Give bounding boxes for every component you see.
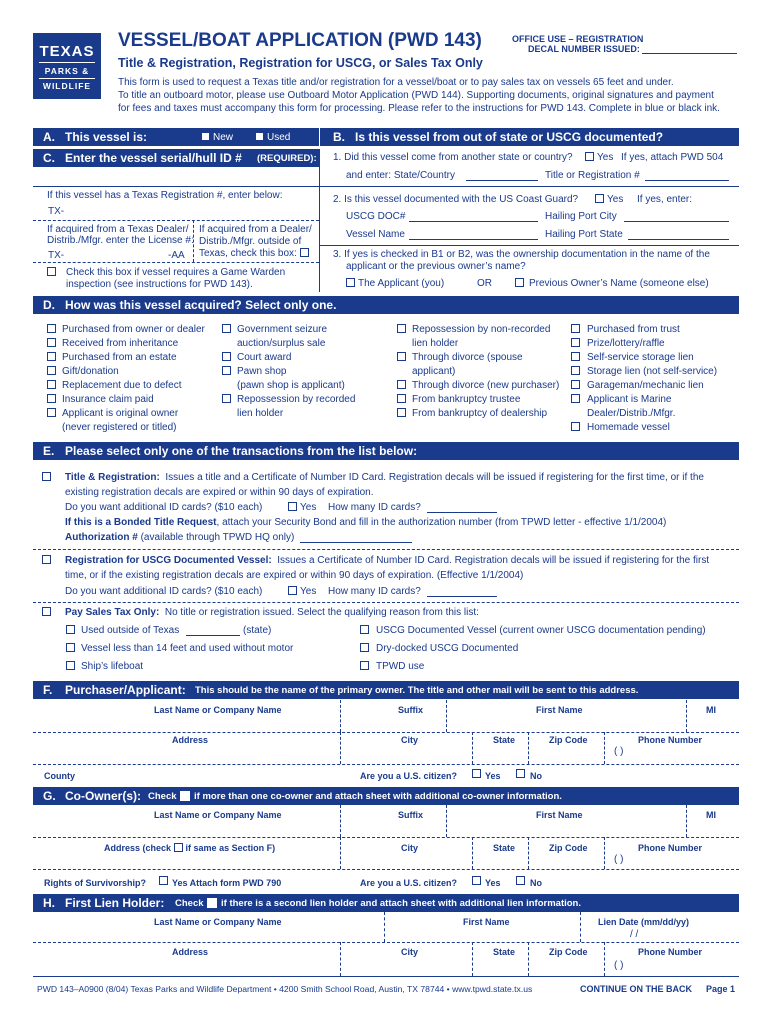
e-tr-auth-note: (available through TPWD HQ only) xyxy=(140,532,295,543)
sales-tax-checkbox[interactable] xyxy=(42,607,51,616)
decal-number-field[interactable] xyxy=(642,53,737,54)
d-col2-item: Repossession by recorded xyxy=(237,394,356,405)
section-f-label: Purchaser/Applicant: xyxy=(65,683,186,697)
b-q1-note: If yes, attach PWD 504 xyxy=(621,152,724,163)
logo-texas: TEXAS xyxy=(39,43,95,60)
h-city: City xyxy=(401,947,419,957)
tax-state-field[interactable] xyxy=(186,635,240,636)
tx-reg-note: If this vessel has a Texas Registration #, enter below: xyxy=(47,190,283,201)
g-citizen-no-checkbox[interactable] xyxy=(516,876,525,885)
f-phone: Phone Number xyxy=(638,735,703,745)
f-address: Address xyxy=(172,735,209,745)
d-col3-checkbox-0[interactable] xyxy=(397,324,406,333)
tax-opt3-checkbox[interactable] xyxy=(66,661,75,670)
g-phone: Phone Number xyxy=(638,843,703,853)
e-tr-auth xyxy=(65,532,294,544)
section-f-letter: F. xyxy=(43,683,53,697)
section-h-note: if there is a second lien holder and attach sheet with additional lien information. xyxy=(221,898,581,909)
dealer-license-suffix: -AA xyxy=(168,250,185,261)
previous-owner-checkbox[interactable] xyxy=(515,278,524,287)
g-zip: Zip Code xyxy=(549,843,588,853)
out-of-state-2: Distrib./Mfgr. outside of xyxy=(199,236,302,247)
tax-opt1: Used outside of Texas xyxy=(81,625,180,636)
e-tr-yes-checkbox[interactable] xyxy=(288,502,297,511)
e-tr-bond-text: , attach your Security Bond and fill in the authorization number (from TPWD letter - effective 1/1/2004) xyxy=(216,517,667,528)
b-q1-yes-checkbox[interactable] xyxy=(585,152,594,161)
section-b-label: Is this vessel from out of state or USCG documented? xyxy=(355,130,664,144)
uscg-doc-label: USCG DOC# xyxy=(346,211,406,222)
b-q1-yes: Yes xyxy=(597,152,614,163)
d-col1-item: Gift/donation xyxy=(62,366,119,377)
tax-opt2-checkbox[interactable] xyxy=(66,643,75,652)
e-tr-bond xyxy=(65,517,666,529)
vessel-used-option[interactable]: Used xyxy=(255,132,290,144)
e-uscg-id-cards-field[interactable] xyxy=(427,596,497,597)
e-tr-question: Do you want additional ID cards? ($10 each) xyxy=(65,502,263,513)
f-first-name: First Name xyxy=(536,705,583,715)
uscg-doc-field[interactable] xyxy=(409,221,538,222)
form-title: VESSEL/BOAT APPLICATION (PWD 143) xyxy=(118,30,482,51)
e-tax-line xyxy=(65,607,479,619)
d-col2-item: Pawn shop xyxy=(237,366,287,377)
b-q1-title-label: Title or Registration # xyxy=(545,170,640,181)
vessel-name-field[interactable] xyxy=(409,239,538,240)
out-of-state-checkbox[interactable] xyxy=(300,248,309,257)
f-zip: Zip Code xyxy=(549,735,588,745)
g-last-name: Last Name or Company Name xyxy=(154,810,282,820)
g-suffix: Suffix xyxy=(398,810,424,820)
section-h-check: Check xyxy=(175,898,204,909)
f-citizen-yes: Yes xyxy=(485,771,501,781)
d-col2-extra: lien holder xyxy=(237,408,284,419)
g-phone-paren: ( ) xyxy=(614,854,624,865)
d-col4-item: Applicant is Marine xyxy=(587,394,672,405)
section-g-check: Check xyxy=(148,791,177,802)
title-registration-checkbox[interactable] xyxy=(42,472,51,481)
d-col3-extra: lien holder xyxy=(412,338,459,349)
f-citizen-yes-checkbox[interactable] xyxy=(472,769,481,778)
vessel-name-label: Vessel Name xyxy=(346,229,405,240)
h-last-name: Last Name or Company Name xyxy=(154,917,282,927)
d-col3-checkbox-1[interactable] xyxy=(397,352,406,361)
hailing-state-field[interactable] xyxy=(628,239,729,240)
d-col4-checkbox-5[interactable] xyxy=(571,394,580,403)
d-col2-checkbox-1[interactable] xyxy=(222,352,231,361)
e-tr-bond-bold: If this is a Bonded Title Request xyxy=(65,517,217,528)
g-citizen-yes: Yes xyxy=(485,878,501,888)
e-tr-how-many: How many ID cards? xyxy=(328,502,421,513)
e-uscg-yes: Yes xyxy=(300,586,317,597)
section-e-letter: E. xyxy=(43,444,55,458)
f-citizen-no: No xyxy=(530,771,542,781)
f-phone-paren: ( ) xyxy=(614,746,624,757)
out-of-state-1: If acquired from a Dealer/ xyxy=(199,224,312,235)
g-first-name: First Name xyxy=(536,810,583,820)
tx-reg-prefix: TX- xyxy=(48,206,65,217)
tax-opt5: Dry-docked USCG Documented xyxy=(376,643,519,654)
e-tr-auth-label: Authorization # xyxy=(65,532,138,543)
section-g-checkbox[interactable] xyxy=(180,791,190,801)
tax-opt5-checkbox[interactable] xyxy=(360,643,369,652)
e-tr-desc1: Issues a title and a Certificate of Number ID Card. Registration decals will be issued if registering for the first time, or if the xyxy=(165,472,704,483)
f-county: County xyxy=(44,771,75,781)
e-tr-title: Title & Registration: xyxy=(65,472,160,483)
d-col1-item: Applicant is original owner xyxy=(62,408,179,419)
section-f-header xyxy=(33,681,739,699)
f-last-name: Last Name or Company Name xyxy=(154,705,282,715)
d-col3-item: Repossession by non-recorded xyxy=(412,324,551,335)
d-col2-extra: (pawn shop is applicant) xyxy=(237,380,345,391)
d-col4-checkbox-3[interactable] xyxy=(571,366,580,375)
tpwd-logo xyxy=(33,33,101,99)
logo-wildlife: WILDLIFE xyxy=(42,81,92,91)
d-col4-item: Storage lien (not self-service) xyxy=(587,366,718,377)
form-subtitle: Title & Registration, Registration for USCG, or Sales Tax Only xyxy=(118,56,483,70)
section-a-b-header xyxy=(33,128,739,146)
d-col1-item: Purchased from an estate xyxy=(62,352,177,363)
g-survivorship: Rights of Survivorship? xyxy=(44,878,147,888)
d-col2-checkbox-0[interactable] xyxy=(222,324,231,333)
warden-checkbox[interactable] xyxy=(47,267,56,276)
e-tax-title: Pay Sales Tax Only: xyxy=(65,607,160,618)
dealer-note-2: Distrib./Mfgr. enter the License #: xyxy=(47,235,194,246)
h-phone-paren: ( ) xyxy=(614,960,624,971)
b-q2-note: If yes, enter: xyxy=(637,194,693,205)
section-h-checkbox[interactable] xyxy=(207,898,217,908)
b-q2-yes-checkbox[interactable] xyxy=(595,194,604,203)
d-col1-checkbox-5[interactable] xyxy=(47,394,56,403)
d-col1-checkbox-6[interactable] xyxy=(47,408,56,417)
e-uscg-title: Registration for USCG Documented Vessel: xyxy=(65,555,272,566)
out-of-state-3: Texas, check this box: xyxy=(199,248,297,259)
tax-opt4: USCG Documented Vessel (current owner USCG documentation pending) xyxy=(376,625,706,636)
footer-continue: CONTINUE ON THE BACK xyxy=(580,984,692,994)
d-col1-item: Received from inheritance xyxy=(62,338,179,349)
d-col4-item: Homemade vessel xyxy=(587,422,670,433)
g-state: State xyxy=(493,843,516,853)
d-col4-item: Purchased from trust xyxy=(587,324,680,335)
section-d-header xyxy=(33,296,739,314)
b-q3-1: 3. If yes is checked in B1 or B2, was the ownership documentation in the name of the xyxy=(333,249,710,260)
logo-parks: PARKS & xyxy=(44,66,90,76)
d-col3-extra: applicant) xyxy=(412,366,456,377)
d-col1-item: Purchased from owner or dealer xyxy=(62,324,205,335)
title-number-field[interactable] xyxy=(645,180,729,181)
e-uscg-how-many: How many ID cards? xyxy=(328,586,421,597)
d-col1-checkbox-0[interactable] xyxy=(47,324,56,333)
d-col3-checkbox-4[interactable] xyxy=(397,408,406,417)
hailing-city-field[interactable] xyxy=(624,221,729,222)
d-col1-item: Insurance claim paid xyxy=(62,394,154,405)
decal-number-label: DECAL NUMBER ISSUED: xyxy=(528,44,640,54)
footer-page: Page 1 xyxy=(706,984,736,994)
d-col4-item: Self-service storage lien xyxy=(587,352,694,363)
d-col1-checkbox-4[interactable] xyxy=(47,380,56,389)
b-q3-2: applicant or the previous owner’s name? xyxy=(346,261,526,272)
e-uscg-line1 xyxy=(65,555,709,567)
section-d-label: How was this vessel acquired? Select only one. xyxy=(65,298,337,312)
section-g-letter: G. xyxy=(43,789,56,803)
dealer-license-prefix: TX- xyxy=(48,250,65,261)
checkbox-used[interactable] xyxy=(255,132,264,141)
h-lien-date: Lien Date (mm/dd/yy) xyxy=(598,917,690,927)
section-a-letter: A. xyxy=(43,130,55,144)
b-q3-or: OR xyxy=(477,278,492,289)
section-d-letter: D. xyxy=(43,298,55,312)
f-city: City xyxy=(401,735,419,745)
checkbox-new[interactable] xyxy=(201,132,210,141)
section-c-letter: C. xyxy=(43,151,55,165)
g-city: City xyxy=(401,843,419,853)
office-use-label: OFFICE USE – REGISTRATION xyxy=(512,34,644,44)
d-col4-item: Garageman/mechanic lien xyxy=(587,380,704,391)
warden-note-1: Check this box if vessel requires a Game Warden xyxy=(66,267,286,278)
section-f-note: This should be the name of the primary owner. The title and other mail will be sent to this address. xyxy=(195,685,639,696)
hailing-state-label: Hailing Port State xyxy=(545,229,623,240)
d-col2-checkbox-3[interactable] xyxy=(222,394,231,403)
b-q2-yes: Yes xyxy=(607,194,624,205)
b-q3-previous: Previous Owner’s Name (someone else) xyxy=(529,278,709,289)
d-col4-checkbox-1[interactable] xyxy=(571,338,580,347)
g-survivorship-yes: Yes Attach form PWD 790 xyxy=(172,878,282,888)
intro-line-2: To title an outboard motor, please use Outboard Motor Application (PWD 144). Supporting documents, original signatures and payment xyxy=(118,90,714,101)
tax-opt6: TPWD use xyxy=(376,661,425,672)
d-col3-checkbox-3[interactable] xyxy=(397,394,406,403)
f-citizen: Are you a U.S. citizen? xyxy=(360,771,458,781)
e-tax-desc: No title or registration issued. Select the qualifying reason from this list: xyxy=(164,607,479,618)
applicant-checkbox[interactable] xyxy=(346,278,355,287)
d-col4-item: Prize/lottery/raffle xyxy=(587,338,665,349)
section-a-label: This vessel is: xyxy=(65,130,148,144)
d-col3-item: Through divorce (spouse xyxy=(412,352,523,363)
h-address: Address xyxy=(172,947,209,957)
g-citizen-no: No xyxy=(530,878,542,888)
f-citizen-no-checkbox[interactable] xyxy=(516,769,525,778)
section-c-label: Enter the vessel serial/hull ID # xyxy=(65,151,242,165)
authorization-field[interactable] xyxy=(300,542,412,543)
d-col1-extra: (never registered or titled) xyxy=(62,422,177,433)
section-c-required: (REQUIRED): xyxy=(257,153,317,164)
g-mi: MI xyxy=(706,810,716,820)
g-address xyxy=(104,842,275,854)
d-col1-checkbox-3[interactable] xyxy=(47,366,56,375)
f-mi: MI xyxy=(706,705,716,715)
e-uscg-question: Do you want additional ID cards? ($10 each) xyxy=(65,586,263,597)
e-tr-desc2: existing registration decals are expired or within 90 days of expiration. xyxy=(65,487,374,498)
intro-line-1: This form is used to request a Texas title and/or registration for a vessel/boat or to pay sales tax on vessels 65 feet and under. xyxy=(118,77,674,88)
h-phone: Phone Number xyxy=(638,947,703,957)
section-c-header xyxy=(33,149,319,167)
e-tr-line1 xyxy=(65,472,704,484)
d-col4-checkbox-4[interactable] xyxy=(571,380,580,389)
g-citizen-yes-checkbox[interactable] xyxy=(472,876,481,885)
e-tr-id-cards-field[interactable] xyxy=(427,512,497,513)
d-col4-checkbox-2[interactable] xyxy=(571,352,580,361)
g-address-label: Address (check xyxy=(104,843,172,853)
dealer-note-1: If acquired from a Texas Dealer/ xyxy=(47,224,189,235)
h-zip: Zip Code xyxy=(549,947,588,957)
intro-line-3: for fees and taxes must accompany this form for processing. Please refer to the instructions for PWD 143. Complete in blue or black ink. xyxy=(118,103,720,114)
f-state: State xyxy=(493,735,516,745)
tax-opt1-state: (state) xyxy=(243,625,272,636)
b-q1: 1. Did this vessel come from another state or country? xyxy=(333,152,573,163)
tax-opt3: Ship’s lifeboat xyxy=(81,661,144,672)
e-uscg-desc2: time, or if the existing registration decals are expired or within 90 days of expiration. (Effective 1/1/2004) xyxy=(65,570,524,581)
d-col3-item: From bankruptcy of dealership xyxy=(412,408,548,419)
h-state: State xyxy=(493,947,516,957)
g-survivorship-checkbox[interactable] xyxy=(159,876,168,885)
d-col2-extra: auction/surplus sale xyxy=(237,338,326,349)
b-q1-state-label: and enter: State/Country xyxy=(346,170,455,181)
state-country-field[interactable] xyxy=(466,180,538,181)
vessel-new-option[interactable]: New xyxy=(201,132,233,144)
d-col4-extra: Dealer/Distrib./Mfgr. xyxy=(587,408,676,419)
h-first-name: First Name xyxy=(463,917,510,927)
d-col4-checkbox-0[interactable] xyxy=(571,324,580,333)
e-uscg-yes-checkbox[interactable] xyxy=(288,586,297,595)
section-g-label: Co-Owner(s): xyxy=(65,789,141,803)
d-col2-item: Court award xyxy=(237,352,292,363)
d-col1-item: Replacement due to defect xyxy=(62,380,182,391)
d-col4-checkbox-6[interactable] xyxy=(571,422,580,431)
e-uscg-desc1: Issues a Certificate of Number ID Card. Registration decals will be issued if registering for the first xyxy=(277,555,710,566)
d-col3-checkbox-2[interactable] xyxy=(397,380,406,389)
tax-opt6-checkbox[interactable] xyxy=(360,661,369,670)
section-h-header xyxy=(33,894,739,912)
section-h-letter: H. xyxy=(43,896,55,910)
d-col1-checkbox-1[interactable] xyxy=(47,338,56,347)
d-col2-item: Government seizure xyxy=(237,324,328,335)
tax-opt4-checkbox[interactable] xyxy=(360,625,369,634)
d-col2-checkbox-2[interactable] xyxy=(222,366,231,375)
section-h-label: First Lien Holder: xyxy=(65,896,165,910)
hailing-city-label: Hailing Port City xyxy=(545,211,617,222)
d-col3-item: Through divorce (new purchaser) xyxy=(412,380,560,391)
footer-info: PWD 143–A0900 (8/04) Texas Parks and Wildlife Department • 4200 Smith School Road, Austin, TX 78744 • www.tpwd.state.tx.us xyxy=(37,984,533,994)
g-address-note: if same as Section F) xyxy=(185,843,276,853)
section-e-label: Please select only one of the transactions from the list below: xyxy=(65,444,418,458)
g-citizen: Are you a U.S. citizen? xyxy=(360,878,458,888)
g-same-address-checkbox[interactable] xyxy=(174,843,183,852)
tax-opt1-checkbox[interactable] xyxy=(66,625,75,634)
b-q3-applicant: The Applicant (you) xyxy=(358,278,445,289)
e-tr-yes: Yes xyxy=(300,502,317,513)
warden-note-2: inspection (see instructions for PWD 143). xyxy=(66,279,253,290)
d-col3-item: From bankruptcy trustee xyxy=(412,394,521,405)
section-b-letter: B. xyxy=(333,130,345,144)
f-suffix: Suffix xyxy=(398,705,424,715)
b-q2: 2. Is this vessel documented with the US Coast Guard? xyxy=(333,194,579,205)
d-col1-checkbox-2[interactable] xyxy=(47,352,56,361)
uscg-registration-checkbox[interactable] xyxy=(42,555,51,564)
h-lien-date-slash: / / xyxy=(630,929,639,940)
section-g-header xyxy=(33,787,739,805)
section-g-note: if more than one co-owner and attach sheet with additional co-owner information. xyxy=(194,791,562,802)
section-e-header xyxy=(33,442,739,460)
tax-opt2: Vessel less than 14 feet and used without motor xyxy=(81,643,294,654)
